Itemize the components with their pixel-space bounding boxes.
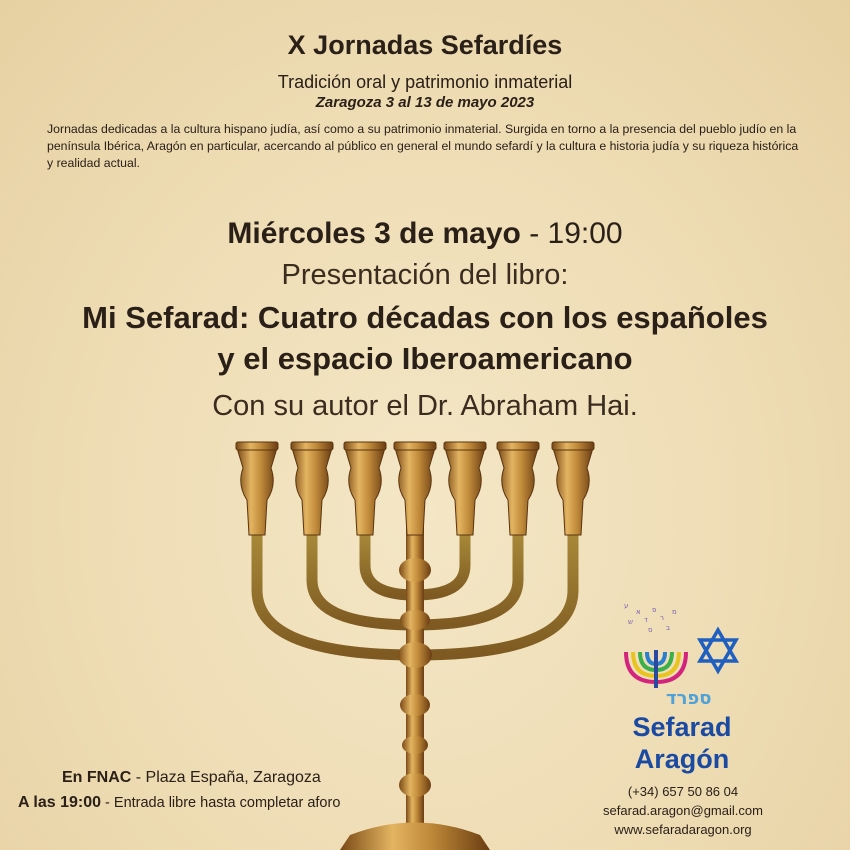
svg-text:א: א xyxy=(636,608,641,616)
event-day: Miércoles 3 de mayo xyxy=(227,217,521,250)
sefarad-aragon-logo xyxy=(618,600,748,710)
org-name-line-2: Aragón xyxy=(634,744,730,774)
org-email[interactable]: sefarad.aragon@gmail.com xyxy=(603,803,763,818)
author-line: Con su autor el Dr. Abraham Hai. xyxy=(212,390,638,422)
svg-text:ב: ב xyxy=(666,624,671,632)
menorah-illustration xyxy=(200,440,630,850)
venue-place xyxy=(62,769,321,787)
svg-text:ע: ע xyxy=(624,602,629,610)
event-series-subtitle: Tradición oral y patrimonio inmaterial xyxy=(277,72,573,92)
venue-place-detail: - Plaza España, Zaragoza xyxy=(131,769,321,786)
event-description: Jornadas dedicadas a la cultura hispano judía, así como a su patrimonio inmaterial. Surgida en torno a la presencia del pueblo judío en la península Ibérica, Aragón en particular, acercando al público en general el mundo sefardí y la cultura e historia judía y su riqueza histórica y realidad actual. xyxy=(47,122,799,170)
venue-place-label: En FNAC xyxy=(62,769,132,786)
svg-text:ד: ד xyxy=(644,616,648,624)
svg-text:ש: ש xyxy=(628,618,633,626)
event-time: - 19:00 xyxy=(520,217,623,250)
org-website[interactable]: www.sefaradaragon.org xyxy=(614,822,752,837)
svg-text:מ: מ xyxy=(672,608,677,616)
star-of-david-icon xyxy=(700,630,736,671)
venue-time-label: A las 19:00 xyxy=(18,794,102,811)
org-phone: (+34) 657 50 86 04 xyxy=(627,784,739,799)
venue-time-detail: - Entrada libre hasta completar aforo xyxy=(101,795,341,811)
logo-hebrew-text: ספרד xyxy=(666,688,712,709)
venue-time xyxy=(18,794,340,812)
svg-text:פ: פ xyxy=(652,606,657,614)
presentation-label: Presentación del libro: xyxy=(281,259,569,291)
event-series-dates: Zaragoza 3 al 13 de mayo 2023 xyxy=(315,94,535,111)
svg-text:ס: ס xyxy=(648,626,653,634)
org-name-line-1: Sefarad xyxy=(632,712,732,742)
event-series-title: X Jornadas Sefardíes xyxy=(287,30,563,60)
event-date-time xyxy=(0,217,850,251)
book-title-line-1: Mi Sefarad: Cuatro décadas con los españoles xyxy=(82,300,768,335)
svg-text:ר: ר xyxy=(660,614,664,622)
book-title-line-2: y el espacio Iberoamericano xyxy=(217,341,633,376)
